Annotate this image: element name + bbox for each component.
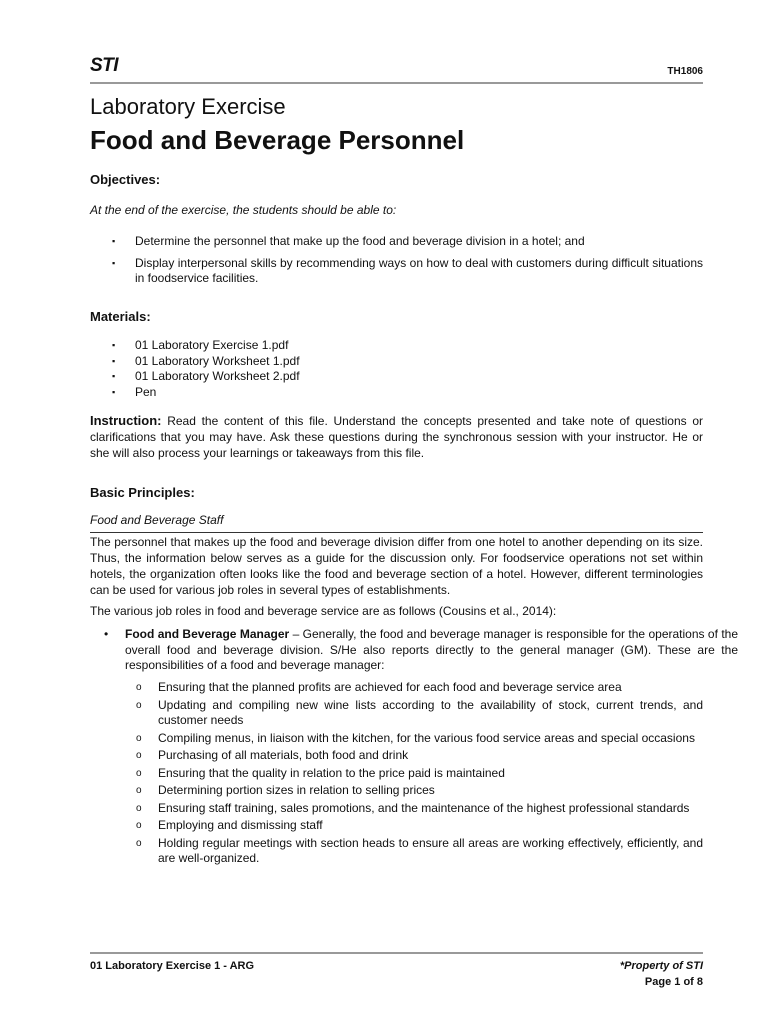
list-item: ▪ 01 Laboratory Exercise 1.pdf	[90, 338, 703, 354]
sti-logo: STI	[90, 55, 119, 76]
role-description: – Generally, the food and beverage manager is responsible for the operations of the overall food and beverage division. S/He also reports directly to the general manager (GM). These are the responsibilities of a food and beverage manager:	[125, 627, 738, 672]
objectives-list	[90, 234, 703, 287]
intro-paragraph: The personnel that makes up the food and beverage division differ from one hotel to another depending on its size. Thus, the information below serves as a guide for the discussion only. For foodservice operations not set within hotels, the organization often looks like the food and beverage section of a hotel. However, different terminologies can be used for various job roles in several types of establishments.	[90, 535, 703, 597]
list-item: ▪ 01 Laboratory Worksheet 2.pdf	[90, 369, 703, 385]
document-code: TH1806	[667, 66, 703, 77]
objectives-heading: Objectives:	[90, 172, 161, 187]
footer-document-name: 01 Laboratory Exercise 1 - ARG	[90, 960, 255, 972]
role-food-beverage-manager	[90, 627, 738, 674]
section-subheading: Food and Beverage Staff	[90, 513, 703, 533]
list-item: o Updating and compiling new wine lists according to the availability of stock, current trends, and customer needs	[90, 698, 703, 729]
objectives-intro: At the end of the exercise, the students should be able to:	[90, 203, 397, 217]
role-title: Food and Beverage Manager	[125, 627, 290, 641]
list-item: ▪ Pen	[90, 385, 703, 401]
document-title: Food and Beverage Personnel	[90, 125, 465, 155]
list-item: o Ensuring staff training, sales promotions, and the maintenance of the highest professional standards	[90, 801, 703, 817]
footer-property: *Property of STI	[619, 960, 703, 972]
bullet-icon: •	[104, 627, 109, 641]
materials-list	[90, 338, 703, 400]
basic-principles-heading: Basic Principles:	[90, 485, 195, 500]
list-item: o Employing and dismissing staff	[90, 818, 703, 834]
list-item: o Determining portion sizes in relation to selling prices	[90, 783, 703, 799]
footer-divider	[90, 952, 703, 954]
list-item: o Ensuring that the planned profits are achieved for each food and beverage service area	[90, 680, 703, 696]
list-item: o Ensuring that the quality in relation to the price paid is maintained	[90, 766, 703, 782]
materials-heading: Materials:	[90, 309, 151, 324]
document-subtitle: Laboratory Exercise	[90, 94, 286, 119]
list-item: o Holding regular meetings with section heads to ensure all areas are working effectively, efficiently, and are well-organized.	[90, 836, 703, 867]
list-item: o Purchasing of all materials, both food and drink	[90, 748, 703, 764]
list-item: ▪ Display interpersonal skills by recommending ways on how to deal with customers during difficult situations in foodservice facilities.	[90, 256, 703, 287]
instruction-text: Read the content of this file. Understand the concepts presented and take note of questions or clarifications that you may have. Ask these questions during the synchronous session with your instructor. He or she will also process your learnings or takeaways from this file.	[90, 414, 703, 460]
page-number: Page 1 of 8	[644, 976, 703, 988]
instruction-label: Instruction:	[90, 413, 162, 428]
instruction-paragraph	[90, 413, 703, 461]
header-divider	[90, 82, 703, 84]
duties-list	[90, 680, 703, 869]
roles-intro: The various job roles in food and beverage service are as follows (Cousins et al., 2014):	[90, 604, 557, 618]
list-item: o Compiling menus, in liaison with the kitchen, for the various food service areas and special occasions	[90, 731, 703, 747]
list-item: ▪ Determine the personnel that make up the food and beverage division in a hotel; and	[90, 234, 703, 250]
list-item: ▪ 01 Laboratory Worksheet 1.pdf	[90, 354, 703, 370]
